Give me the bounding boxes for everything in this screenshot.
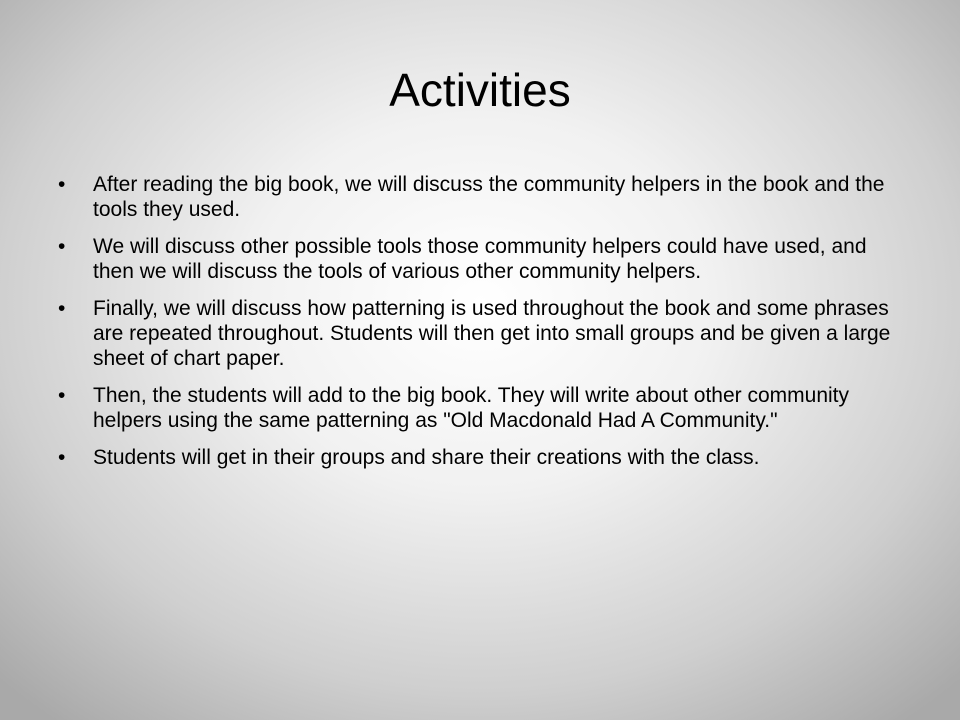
bullet-text: Then, the students will add to the big book. They will write about other community helpers using the same patterning as "Old Macdonald Had A Community." — [93, 384, 850, 432]
bullet-item — [58, 445, 900, 470]
bullet-text: Finally, we will discuss how patterning is used throughout the book and some phrases are repeated throughout. Students will then get into small groups and be given a large sheet of chart paper. — [93, 297, 891, 370]
bullet-icon: • — [58, 235, 66, 258]
slide-title: Activities — [389, 64, 571, 116]
bullet-text: After reading the big book, we will discuss the community helpers in the book and the tools they used. — [93, 173, 885, 221]
bullet-item — [58, 296, 900, 371]
bullet-item — [58, 383, 900, 433]
bullet-text: Students will get in their groups and share their creations with the class. — [93, 446, 760, 469]
bullet-list — [58, 172, 900, 482]
bullet-text: We will discuss other possible tools those community helpers could have used, and then we will discuss the tools of various other community helpers. — [93, 235, 867, 283]
bullet-icon: • — [58, 446, 66, 469]
bullet-item — [58, 234, 900, 284]
bullet-icon: • — [58, 384, 66, 407]
bullet-item — [58, 172, 900, 222]
bullet-icon: • — [58, 297, 66, 320]
bullet-icon: • — [58, 173, 66, 196]
